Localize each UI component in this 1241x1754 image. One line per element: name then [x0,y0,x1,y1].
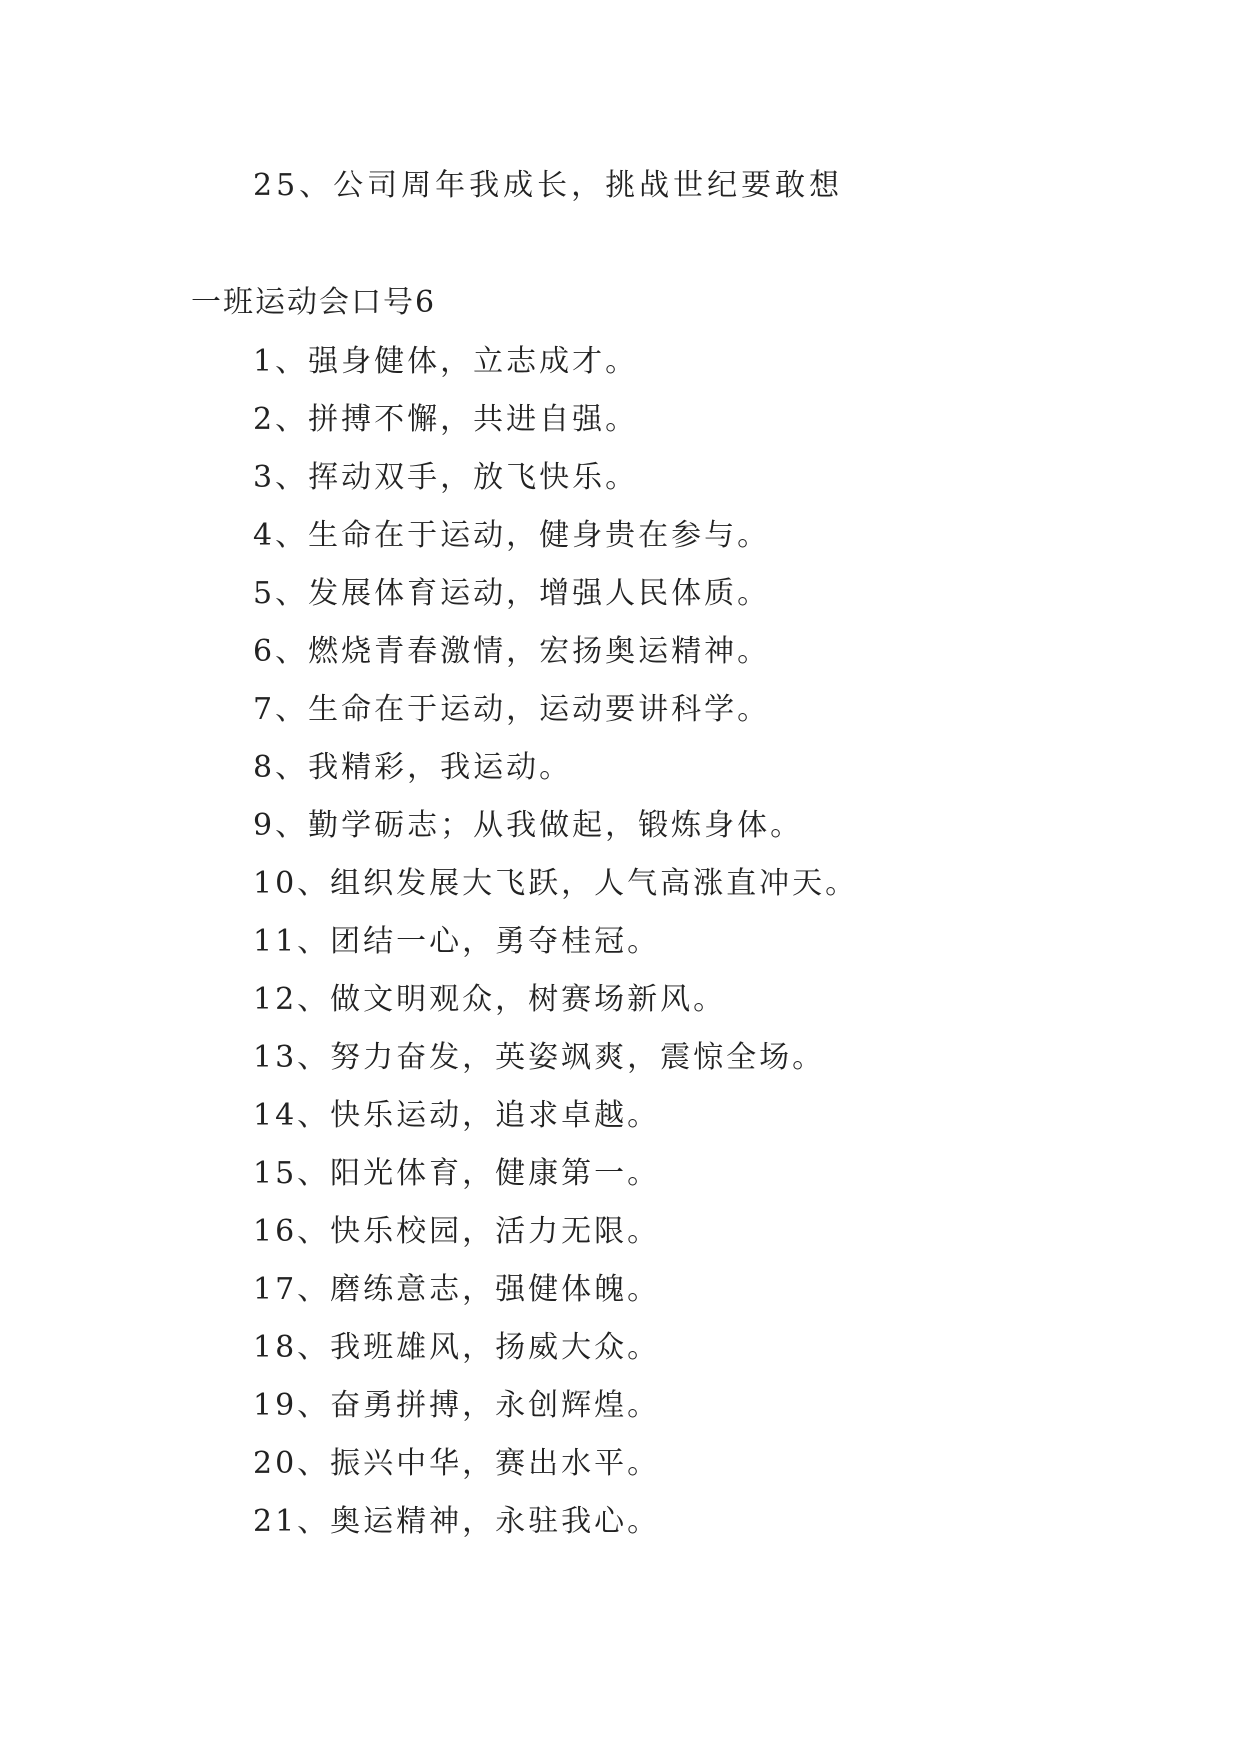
slogan-item: 20、振兴中华，赛出水平。 [253,1446,661,1481]
section-title: 一班运动会口号6 [191,285,437,320]
slogan-item: 5、发展体育运动，增强人民体质。 [253,576,771,611]
slogan-item: 6、燃烧青春激情，宏扬奥运精神。 [253,634,771,669]
slogan-item: 7、生命在于运动，运动要讲科学。 [253,692,771,727]
slogan-item-25: 25、公司周年我成长，挑战世纪要敢想 [253,168,844,203]
slogan-item: 17、磨练意志，强健体魄。 [253,1272,661,1307]
slogan-item: 16、快乐校园，活力无限。 [253,1214,661,1249]
slogan-item: 13、努力奋发，英姿飒爽，震惊全场。 [253,1040,826,1075]
slogan-item: 3、挥动双手，放飞快乐。 [253,460,639,495]
slogan-item: 14、快乐运动，追求卓越。 [253,1098,661,1133]
slogan-item: 19、奋勇拼搏，永创辉煌。 [253,1388,661,1423]
slogan-item: 15、阳光体育，健康第一。 [253,1156,661,1191]
slogan-item: 2、拼搏不懈，共进自强。 [253,402,639,437]
slogan-item: 9、勤学砺志；从我做起，锻炼身体。 [253,808,804,843]
slogan-item: 1、强身健体，立志成才。 [253,344,639,379]
slogan-item: 12、做文明观众，树赛场新风。 [253,982,727,1017]
slogan-item: 21、奥运精神，永驻我心。 [253,1504,661,1539]
slogan-item: 18、我班雄风，扬威大众。 [253,1330,661,1365]
slogan-list [253,342,858,1560]
slogan-item: 8、我精彩，我运动。 [253,750,573,785]
slogan-item: 4、生命在于运动，健身贵在参与。 [253,518,771,553]
slogan-item: 10、组织发展大飞跃，人气高涨直冲天。 [253,866,859,901]
slogan-item: 11、团结一心，勇夺桂冠。 [253,924,661,959]
